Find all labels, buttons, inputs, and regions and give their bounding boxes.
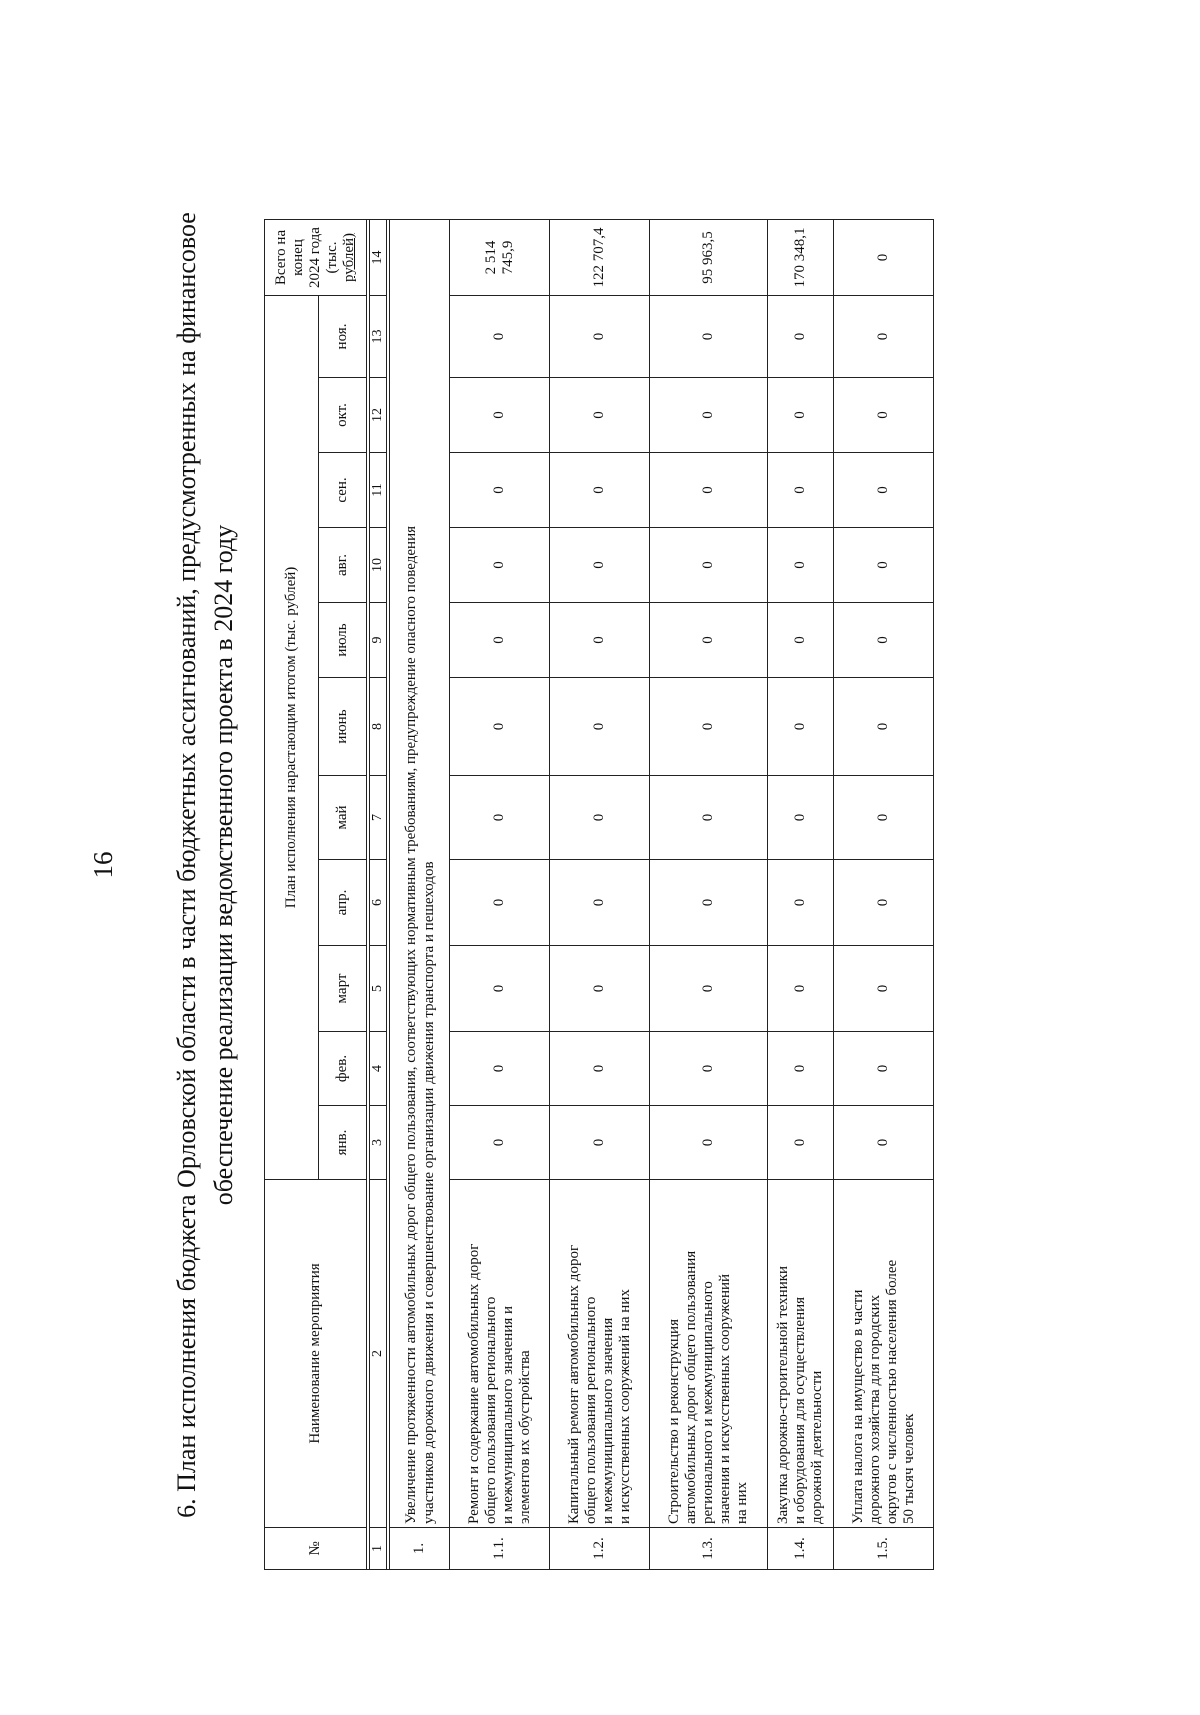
row-name-line: и искусственных сооружений на них (616, 1289, 633, 1524)
row-month-value: 0 (768, 1032, 834, 1106)
section-title-line: Увеличение протяженности автомобильных дорог общего пользования, соответствующих нормативным требованиям, предупреждение опасного поведения (402, 525, 419, 1524)
row-month-value: 0 (768, 603, 834, 678)
row-total: 170 348,1 (768, 220, 834, 296)
row-month-value: 0 (550, 776, 650, 860)
row-month-value: 0 (550, 378, 650, 453)
header-total (265, 220, 367, 296)
table-row (550, 220, 650, 1570)
header-month: май (319, 776, 367, 860)
row-month-value: 0 (550, 603, 650, 678)
title-line-1: 6. План исполнения бюджета Орловской области в части бюджетных ассигнований, предусмотренных на финансовое (172, 212, 201, 1518)
row-name-line: элементов их обустройства (516, 1350, 533, 1524)
column-number: 6 (370, 860, 387, 946)
row-month-value: 0 (450, 528, 550, 603)
row-name-line: Уплата налога на имущество в части (849, 1289, 866, 1524)
header-month: июнь (319, 678, 367, 776)
column-number: 13 (370, 296, 387, 378)
row-month-value: 0 (550, 1032, 650, 1106)
header-total-line: 2024 года (307, 227, 323, 288)
header-month: янв. (319, 1106, 367, 1180)
row-month-value: 0 (768, 946, 834, 1032)
row-name-line: на них (734, 1482, 750, 1524)
page-number: 16 (88, 851, 118, 879)
row-month-value: 0 (550, 528, 650, 603)
row-month-value: 0 (450, 776, 550, 860)
row-month-value: 0 (834, 603, 934, 678)
header-name: Наименование мероприятия (265, 1180, 367, 1528)
row-name-line: общего пользования регионального (582, 1296, 599, 1524)
row-month-value: 0 (450, 860, 550, 946)
row-num: 1.2. (550, 1528, 650, 1570)
row-month-value: 0 (834, 946, 934, 1032)
table-row (768, 220, 834, 1570)
row-month-value: 0 (550, 296, 650, 378)
row-month-value: 0 (834, 528, 934, 603)
row-name-line: автомобильных дорог общего пользования (683, 1250, 699, 1524)
column-number: 1 (370, 1528, 387, 1570)
row-name-line: и межмуниципального значения и (499, 1305, 516, 1524)
row-name-line: 50 тысяч человек (900, 1413, 917, 1524)
row-month-value: 0 (650, 453, 768, 528)
row-month-value: 0 (450, 296, 550, 378)
header-num: № (265, 1528, 367, 1570)
row-month-value: 0 (650, 946, 768, 1032)
table-row (650, 220, 768, 1570)
row-name-line: округов с численностью населения более (883, 1259, 900, 1524)
column-number-row (370, 220, 387, 1570)
row-month-value: 0 (550, 946, 650, 1032)
column-number: 12 (370, 378, 387, 453)
row-total: 2 514 745,9 (450, 220, 550, 296)
header-month: июль (319, 603, 367, 678)
header-month: фев. (319, 1032, 367, 1106)
column-number: 2 (370, 1180, 387, 1528)
row-month-value: 0 (450, 946, 550, 1032)
row-num: 1.5. (834, 1528, 934, 1570)
row-month-value: 0 (768, 528, 834, 603)
header-total-line: конец (290, 239, 306, 276)
row-name-line: и оборудования для осуществления (792, 1296, 808, 1524)
row-month-value: 0 (450, 378, 550, 453)
row-name-line: Закупка дорожно-строительной техники (775, 1265, 791, 1524)
row-name-line: Строительство и реконструкция (666, 1319, 682, 1524)
row-name-line: дорожной деятельности (809, 1370, 825, 1524)
row-month-value: 0 (550, 678, 650, 776)
plan-table (264, 219, 934, 1570)
column-number: 5 (370, 946, 387, 1032)
header-month: окт. (319, 378, 367, 453)
row-name-line: Ремонт и содержание автомобильных дорог (465, 1243, 482, 1524)
row-name (550, 1180, 650, 1528)
table-row (450, 220, 550, 1570)
header-total-line: (тыс. (324, 241, 340, 274)
row-month-value: 0 (550, 453, 650, 528)
table-row (834, 220, 934, 1570)
row-month-value: 0 (834, 296, 934, 378)
header-total-line: рублей) (341, 232, 357, 283)
header-month: авг. (319, 528, 367, 603)
row-month-value: 0 (650, 860, 768, 946)
row-month-value: 0 (768, 453, 834, 528)
document-title (168, 125, 242, 1605)
row-month-value: 0 (650, 603, 768, 678)
header-row-group (265, 220, 319, 1570)
row-name-line: Капитальный ремонт автомобильных дорог (565, 1244, 582, 1524)
row-name (834, 1180, 934, 1528)
title-line-2: обеспечение реализации ведомственного проекта в 2024 году (209, 524, 238, 1206)
row-num: 1.1. (450, 1528, 550, 1570)
row-month-value: 0 (834, 378, 934, 453)
row-month-value: 0 (834, 1106, 934, 1180)
row-month-value: 0 (650, 528, 768, 603)
row-month-value: 0 (768, 296, 834, 378)
section-title (390, 220, 450, 1528)
column-number: 14 (370, 220, 387, 296)
row-total: 95 963,5 (650, 220, 768, 296)
column-number: 10 (370, 528, 387, 603)
row-month-value: 0 (650, 296, 768, 378)
rotated-page-content (88, 105, 998, 1625)
row-name-line: дорожного хозяйства для городских (866, 1294, 883, 1524)
row-month-value: 0 (768, 776, 834, 860)
row-month-value: 0 (650, 776, 768, 860)
row-total: 122 707,4 (550, 220, 650, 296)
row-month-value: 0 (834, 1032, 934, 1106)
row-month-value: 0 (834, 860, 934, 946)
column-number: 3 (370, 1106, 387, 1180)
row-num: 1.4. (768, 1528, 834, 1570)
row-month-value: 0 (834, 453, 934, 528)
header-month: ноя. (319, 296, 367, 378)
header-total-line: Всего на (273, 229, 289, 286)
header-month: март (319, 946, 367, 1032)
row-name (650, 1180, 768, 1528)
row-month-value: 0 (650, 678, 768, 776)
column-number: 11 (370, 453, 387, 528)
row-total: 0 (834, 220, 934, 296)
row-month-value: 0 (834, 678, 934, 776)
row-month-value: 0 (550, 860, 650, 946)
row-month-value: 0 (650, 1106, 768, 1180)
section-num: 1. (390, 1528, 450, 1570)
row-month-value: 0 (768, 1106, 834, 1180)
row-name (450, 1180, 550, 1528)
row-name-line: значения и искусственных сооружений (717, 1273, 733, 1524)
row-month-value: 0 (450, 603, 550, 678)
column-number: 7 (370, 776, 387, 860)
section-title-line: участников дорожного движения и совершенствование организации движения транспорта и пешеходов (420, 861, 437, 1524)
column-number: 8 (370, 678, 387, 776)
header-plan-group: План исполнения нарастающим итогом (тыс. рублей) (265, 296, 319, 1180)
row-month-value: 0 (834, 776, 934, 860)
row-name-line: общего пользования регионального (482, 1296, 499, 1524)
row-name (768, 1180, 834, 1528)
row-month-value: 0 (650, 1032, 768, 1106)
row-month-value: 0 (768, 678, 834, 776)
row-month-value: 0 (550, 1106, 650, 1180)
header-month: апр. (319, 860, 367, 946)
row-month-value: 0 (650, 378, 768, 453)
row-month-value: 0 (450, 1106, 550, 1180)
row-name-line: и межмуниципального значения (599, 1317, 616, 1524)
row-month-value: 0 (768, 378, 834, 453)
column-number: 9 (370, 603, 387, 678)
column-number: 4 (370, 1032, 387, 1106)
row-month-value: 0 (450, 1032, 550, 1106)
plan-rows (450, 220, 934, 1570)
row-name-line: регионального и межмуниципального (700, 1281, 716, 1524)
row-month-value: 0 (768, 860, 834, 946)
header-month: сен. (319, 453, 367, 528)
row-month-value: 0 (450, 453, 550, 528)
row-month-value: 0 (450, 678, 550, 776)
row-num: 1.3. (650, 1528, 768, 1570)
section-row (390, 220, 450, 1570)
